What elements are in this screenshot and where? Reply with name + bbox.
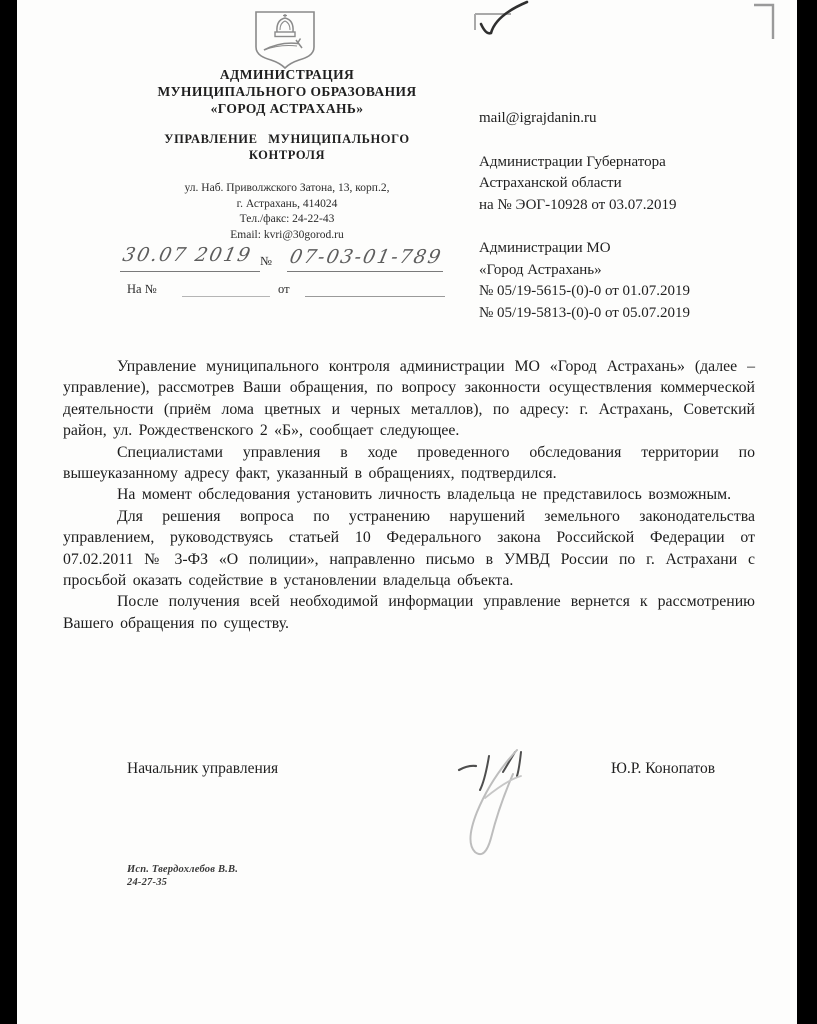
executor-phone: 24-27-35 bbox=[127, 877, 168, 888]
number-sign-label: № bbox=[260, 254, 272, 268]
address-email: Email: kvri@30gorod.ru bbox=[230, 228, 344, 241]
body-paragraph-3: На момент обследования установить личность владельца не представилось возможным. bbox=[117, 486, 732, 504]
body-paragraph-4: Для решения вопроса по устранению нарушений земельного законодательства управлением, руководствуясь статьей 10 Федерального закона Российской Федерации от 07.02.2011 № 3-ФЗ «О полиции», направленно письмо в УМВД России по г. Астрахани с просьбой оказать содействие в установлении владельца объекта. bbox=[63, 507, 755, 590]
recipient2-reference1: № 05/19-5615-(0)-0 от 01.07.2019 bbox=[479, 283, 691, 299]
ot-label: от bbox=[278, 282, 290, 296]
recipient1-line1: Администрации Губернатора bbox=[479, 153, 666, 170]
org-line-3: «ГОРОД АСТРАХАНЬ» bbox=[210, 101, 364, 116]
handwritten-checkmark-icon bbox=[455, 0, 535, 48]
body-paragraph-5: После получения всей необходимой информации управление вернется к рассмотрению Вашего обращения по существу. bbox=[63, 593, 755, 632]
recipient2-reference2: № 05/19-5813-(0)-0 от 05.07.2019 bbox=[479, 304, 691, 321]
letter-body bbox=[63, 356, 755, 634]
executor-block bbox=[127, 863, 347, 889]
dept-line-2: КОНТРОЛЯ bbox=[248, 148, 326, 162]
astrakhan-coat-of-arms-icon bbox=[252, 9, 318, 71]
dept-line-1: УПРАВЛЕНИЕ МУНИЦИПАЛЬНОГО bbox=[164, 132, 410, 146]
org-line-2: МУНИЦИПАЛЬНОГО ОБРАЗОВАНИЯ bbox=[157, 84, 417, 99]
spacer bbox=[479, 216, 769, 238]
date-underline bbox=[120, 271, 260, 272]
org-line-1: АДМИНИСТРАЦИЯ bbox=[219, 67, 355, 82]
department-name bbox=[87, 131, 487, 163]
address-city: г. Астрахань, 414024 bbox=[236, 197, 338, 210]
recipient2-line2: «Город Астрахань» bbox=[479, 261, 602, 278]
recipient1-reference: на № ЭОГ-10928 от 03.07.2019 bbox=[479, 196, 677, 213]
sender-address-block bbox=[87, 181, 487, 243]
signature-row bbox=[17, 760, 797, 790]
corner-crop-mark-icon bbox=[754, 3, 776, 41]
address-street: ул. Наб. Приволжского Затона, 13, корп.2, bbox=[184, 182, 390, 194]
handwritten-date: 30.07 2019 bbox=[120, 244, 255, 266]
spacer bbox=[479, 130, 769, 152]
recipient-email: mail@igrajdanin.ru bbox=[479, 110, 597, 126]
na-no-underline bbox=[182, 296, 270, 297]
organization-name bbox=[87, 66, 487, 117]
handwritten-outgoing-number: 07-03-01-789 bbox=[287, 246, 445, 268]
recipient1-line2: Астраханской области bbox=[479, 175, 622, 191]
body-paragraph-2: Специалистами управления в ходе проведенного обследования территории по вышеуказанному адресу факт, указанный в обращениях, подтвердился. bbox=[63, 443, 755, 483]
recipients-block bbox=[479, 108, 769, 324]
number-underline bbox=[287, 271, 443, 272]
handwritten-signature-icon bbox=[445, 738, 555, 868]
recipient2-line1: Администрации МО bbox=[479, 240, 611, 256]
ot-underline bbox=[305, 296, 445, 297]
signatory-position: Начальник управления bbox=[127, 760, 279, 777]
signatory-name: Ю.Р. Конопатов bbox=[611, 760, 716, 777]
na-no-label: На № bbox=[127, 282, 157, 296]
address-phone: Тел./факс: 24-22-43 bbox=[239, 213, 335, 225]
document-page bbox=[17, 0, 797, 1024]
body-paragraph-1: Управление муниципального контроля администрации МО «Город Астрахань» (далее – управление), рассмотрев Ваши обращения, по вопросу законности осуществления коммерческой деятельности (приём лома цветных и черных металлов), по адресу: г. Астрахань, Советский район, ул. Рождественского 2 «Б», сообщает следующее. bbox=[63, 358, 755, 440]
executor-name: Исп. Твердохлебов В.В. bbox=[127, 864, 239, 875]
